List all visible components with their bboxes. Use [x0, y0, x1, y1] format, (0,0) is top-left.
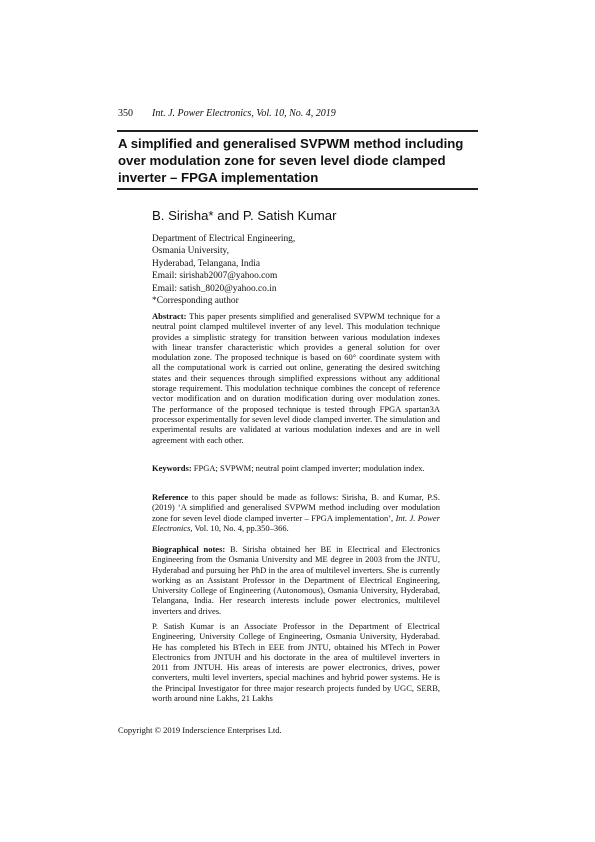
abstract-label: Abstract:: [152, 311, 187, 321]
paper-title: A simplified and generalised SVPWM method including over modulation zone for seven level diode clamped inverter – FPGA implementation: [118, 136, 464, 185]
affiliation-department: Department of Electrical Engineering,: [152, 234, 296, 244]
bio-label: Biographical notes:: [152, 544, 226, 554]
journal-citation: Int. J. Power Electronics, Vol. 10, No. 4, 2019: [152, 108, 336, 119]
reference-text: to this paper should be made as follows: Sirisha, B. and Kumar, P.S. (2019) ‘A simplified and generalised SVPWM method including over modulation zone for seven level diode clamped inverter – FPGA implementation’,: [152, 492, 441, 523]
affiliation-university: Osmania University,: [152, 246, 229, 257]
abstract-text: This paper presents simplified and generalised SVPWM technique for a neutral point clamped multilevel inverter of any level. This modulation technique provides a simplistic strategy for transition between various modulation indexes with linear transfer characteristic which provides a general solution for over modulation zone. The proposed technique is based on 60° coordinate system with all the computational work is carried out online, generating the desired switching states and their sequences through simplified expressions without any additional storage requirement. This modulation technique combines the concept of reference vector modification and on duration modification during over modulation zones. The performance of the proposed technique is tested through FPGA spartan3A processor experimentally for seven level diode clamped inverter. The simulation and experimental results are validated at various modulation indexes and are in well agreement with each other.: [152, 311, 440, 445]
reference-volume: , Vol. 10, No. 4, pp.350–366.: [190, 522, 289, 533]
affiliation-email-1: Email: sirishab2007@yahoo.com: [152, 271, 278, 282]
bio-second-author: P. Satish Kumar is an Associate Professor in the Department of Electrical Engineering, University College of Engineering, Osmania University, Hyderabad. He has completed his BTech in EEE from JNTU, obtained his MTech in Power Electronics from JNTUH and his doctorate in the area of multilevel inverters in 2011 from JNTUH. His areas of interests are power electronics, drives, power converters, multi level inverters, special machines and hybrid power systems. He is the Principal Investigator for three major research projects funded by UGC, SERB, worth around nine Lakhs, 21 Lakhs: [152, 621, 440, 704]
reference-label: Reference: [152, 492, 189, 502]
title-bottom-rule: [117, 188, 478, 190]
keywords-text: FPGA; SVPWM; neutral point clamped inverter; modulation index.: [193, 463, 425, 473]
bio-first-author: B. Sirisha obtained her BE in Electrical and Electronics Engineering from the Osmania University and ME degree in 2003 from the JNTU, Hyderabad and pursuing her PhD in the area of multilevel inverters. She is currently working as an Assistant Professor in the Department of Electrical Engineering, University College of Engineering (Autonomous), Osmania University, Hyderabad, Telangana, India. Her research interests include power electronics, multilevel inverters and drives.: [152, 544, 440, 616]
page-number: 350: [118, 108, 133, 119]
biographical-notes-section: [152, 544, 440, 616]
corresponding-author-note: *Corresponding author: [152, 296, 239, 307]
copyright-notice: Copyright © 2019 Inderscience Enterprises Ltd.: [118, 725, 282, 735]
affiliation-location: Hyderabad, Telangana, India: [152, 258, 260, 269]
affiliation-email-2: Email: satish_8020@yahoo.co.in: [152, 283, 277, 294]
reference-journal: Int. J. Power Electronics: [152, 512, 440, 533]
abstract-section: [152, 311, 440, 445]
title-top-rule: [117, 130, 478, 132]
affiliation-block: [152, 233, 295, 307]
reference-section: [152, 492, 440, 533]
author-list: B. Sirisha* and P. Satish Kumar: [152, 208, 337, 223]
running-header: [118, 108, 336, 119]
keywords-label: Keywords:: [152, 463, 192, 473]
keywords-section: [152, 463, 440, 473]
